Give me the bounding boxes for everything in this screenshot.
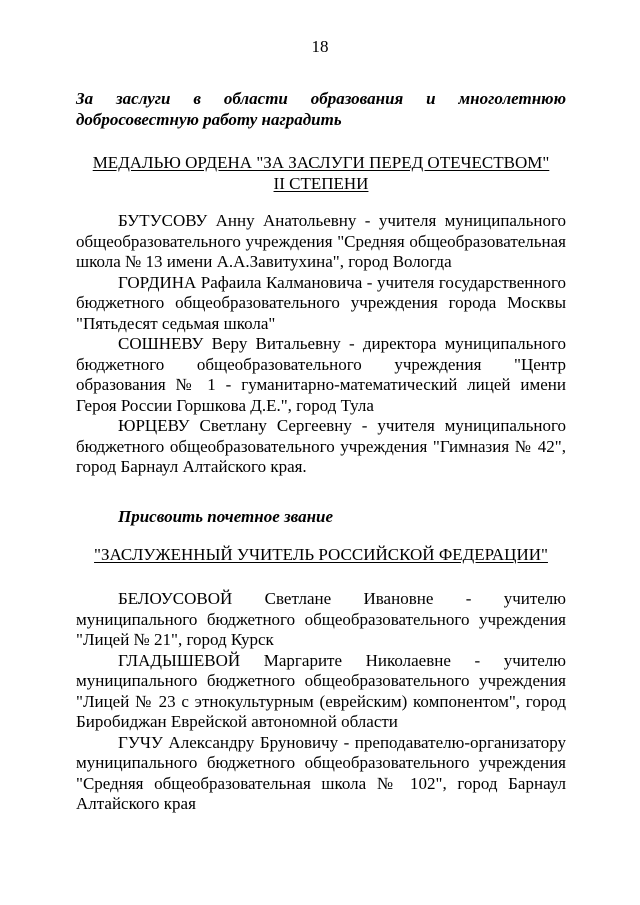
award-1-recipients — [76, 211, 566, 478]
recipient-paragraph: ГЛАДЫШЕВОЙ Маргарите Николаевне - учителю муниципального бюджетного общеобразовательного учреждения "Лицей № 23 с этнокультурным (еврейским) компонентом", город Биробиджан Еврейской автономной области — [76, 650, 566, 731]
award-intro: За заслуги в области образования и многолетнюю добросовестную работу наградить — [76, 89, 566, 129]
award-2-recipients — [76, 589, 566, 815]
award-title-1 — [76, 153, 566, 194]
recipient-paragraph: ГОРДИНА Рафаила Калмановича - учителя государственного бюджетного общеобразовательного учреждения города Москвы "Пятьдесят седьмая школа" — [76, 272, 566, 333]
award-title-1-line-1: МЕДАЛЬЮ ОРДЕНА "ЗА ЗАСЛУГИ ПЕРЕД ОТЕЧЕСТВОМ" — [92, 153, 550, 172]
recipient-paragraph: БУТУСОВУ Анну Анатольевну - учителя муниципального общеобразовательного учреждения "Средняя общеобразовательная школа № 13 имени А.А.Завитухина", город Вологда — [76, 211, 566, 271]
recipient-paragraph: БЕЛОУСОВОЙ Светлане Ивановне - учителю муниципального бюджетного общеобразовательного учреждения "Лицей № 21", город Курск — [76, 589, 566, 649]
recipient-paragraph: ГУЧУ Александру Бруновичу - преподавателю-организатору муниципального бюджетного общеобразовательного учреждения "Средняя общеобразовательная школа № 102", город Барнаул Алтайского края — [76, 732, 566, 813]
recipient-paragraph: СОШНЕВУ Веру Витальевну - директора муниципального бюджетного общеобразовательного учреждения "Центр образования № 1 - гуманитарно-математический лицей имени Героя России Горшкова Д.Е.", город Тула — [76, 334, 566, 415]
award-title-2-line-1: "ЗАСЛУЖЕННЫЙ УЧИТЕЛЬ РОССИЙСКОЙ ФЕДЕРАЦИИ" — [94, 545, 548, 564]
award-title-1-line-2: II СТЕПЕНИ — [273, 173, 369, 193]
recipient-paragraph: ЮРЦЕВУ Светлану Сергеевну - учителя муниципального бюджетного общеобразовательного учреждения "Гимназия № 42", город Барнаул Алтайского края. — [76, 416, 566, 476]
title-intro: Присвоить почетное звание — [118, 507, 334, 526]
award-title-2 — [76, 545, 566, 566]
page-number: 18 — [311, 37, 329, 56]
